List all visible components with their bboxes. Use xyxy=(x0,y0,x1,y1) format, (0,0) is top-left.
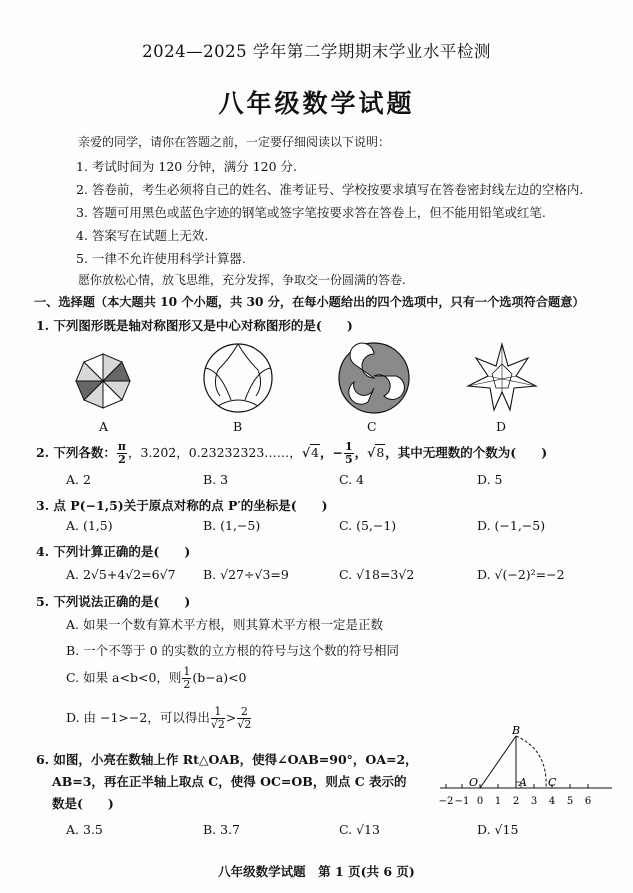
svg-text:5: 5 xyxy=(566,796,574,807)
q4-stem: 4. 下列计算正确的是( ) xyxy=(36,544,191,559)
q1-label-b: B xyxy=(233,419,243,434)
q2-option-d: D. 5 xyxy=(477,472,503,487)
q6-line-1: 6. 如图，小亮在数轴上作 Rt△OAB，使得∠OAB=90°，OA=2， xyxy=(36,752,418,767)
q4-option-b: B. √27÷√3=9 xyxy=(203,567,289,582)
q6-line-2: AB=3，再在正半轴上取点 C，使得 OC=OB，则点 C 表示的 xyxy=(52,774,407,789)
q4-option-a: A. 2√5+4√2=6√7 xyxy=(66,567,176,582)
paper-title: 八年级数学试题 xyxy=(218,89,415,118)
q1-label-a: A xyxy=(99,419,109,434)
q2-option-b: B. 3 xyxy=(203,472,229,487)
pinwheel-figure xyxy=(70,348,136,414)
point-a-label: A xyxy=(519,776,527,789)
q1-label-d: D xyxy=(496,419,507,434)
instruction-item-2: 2. 答卷前，考生必须将自己的姓名、准考证号、学校按要求填写在答卷密封线左边的空格内. xyxy=(76,182,584,197)
q6-option-a: A. 3.5 xyxy=(66,822,103,837)
svg-text:2: 2 xyxy=(512,796,520,807)
q6-line-3: 数是( ) xyxy=(52,796,114,811)
q3-option-b: B. (1,−5) xyxy=(203,518,261,533)
instructions-greeting: 亲爱的同学，请你在答题之前，一定要仔细阅读以下说明： xyxy=(78,135,391,149)
q4-option-c: C. √18=3√2 xyxy=(339,567,415,582)
instruction-item-4: 4. 答案写在试题上无效. xyxy=(76,228,209,243)
instructions-closing: 愿你放松心情，放飞思维，充分发挥，争取交一份圆满的答卷. xyxy=(78,273,406,287)
svg-text:−1: −1 xyxy=(454,796,470,807)
section-title: 一、选择题（本大题共 10 个小题，共 30 分，在每小题给出的四个选项中，只有一个选项符合题意） xyxy=(34,295,585,309)
svg-text:3: 3 xyxy=(530,796,538,807)
q6-option-b: B. 3.7 xyxy=(203,822,241,837)
q5-option-c: C. 如果 a<b<0，则 $\frac{1}{2}$ (b−a)<0 xyxy=(66,665,247,691)
q3-option-c: C. (5,−1) xyxy=(339,518,397,533)
q3-option-a: A. (1,5) xyxy=(66,518,113,533)
q3-option-d: D. (−1,−5) xyxy=(477,518,546,533)
q2-option-a: A. 2 xyxy=(66,472,91,487)
exam-title: 2024—2025 学年第二学期期末学业水平检测 xyxy=(142,42,491,61)
q1-label-c: C xyxy=(367,419,377,434)
svg-text:−2: −2 xyxy=(438,796,454,807)
q6-option-c: C. √13 xyxy=(339,822,380,837)
q4-option-d: D. √(−2)²=−2 xyxy=(477,567,565,582)
q1-stem: 1. 下列图形既是轴对称图形又是中心对称图形的是( ) xyxy=(36,318,353,333)
q2-stem: 2. 下列各数： $\frac{\pi}{2}$ ，3.20̇2̇，0.23232323……，√4，− $\frac{1}{5}$ ，√8，其中无理数的个数为( ) xyxy=(36,440,548,466)
number-line-figure xyxy=(436,724,616,814)
point-b-label: B xyxy=(512,724,521,737)
svg-text:6: 6 xyxy=(584,796,592,807)
instruction-item-5: 5. 一律不允许使用科学计算器. xyxy=(76,251,246,266)
q3-stem: 3. 点 P(−1,5)关于原点对称的点 P′的坐标是( ) xyxy=(36,498,328,513)
svg-text:1: 1 xyxy=(494,796,502,807)
instruction-item-3: 3. 答题可用黑色或蓝色字迹的钢笔或签字笔按要求答在答卷上，但不能用铅笔或红笔. xyxy=(76,205,546,220)
q5-option-a: A. 如果一个数有算术平方根，则其算术平方根一定是正数 xyxy=(66,617,383,632)
three-lobe-figure xyxy=(336,340,412,416)
star-figure xyxy=(466,342,538,414)
svg-text:4: 4 xyxy=(548,796,556,807)
q5-option-b: B. 一个不等于 0 的实数的立方根的符号与这个数的符号相同 xyxy=(66,643,400,658)
point-c-label: C xyxy=(548,776,557,789)
q6-option-d: D. √15 xyxy=(477,822,519,837)
q5-option-d: D. 由 −1>−2，可以得出 $\frac{1}{√2}$ > $\frac{2}{√2}$ xyxy=(66,705,252,731)
q2-option-c: C. 4 xyxy=(339,472,365,487)
page-footer: 八年级数学试题 第 1 页(共 6 页) xyxy=(218,864,415,879)
point-o-label: O xyxy=(469,776,479,789)
q5-stem: 5. 下列说法正确的是( ) xyxy=(36,594,191,609)
svg-text:0: 0 xyxy=(476,796,484,807)
instruction-item-1: 1. 考试时间为 120 分钟，满分 120 分. xyxy=(76,159,297,174)
circle-pentagon-figure xyxy=(200,340,276,416)
